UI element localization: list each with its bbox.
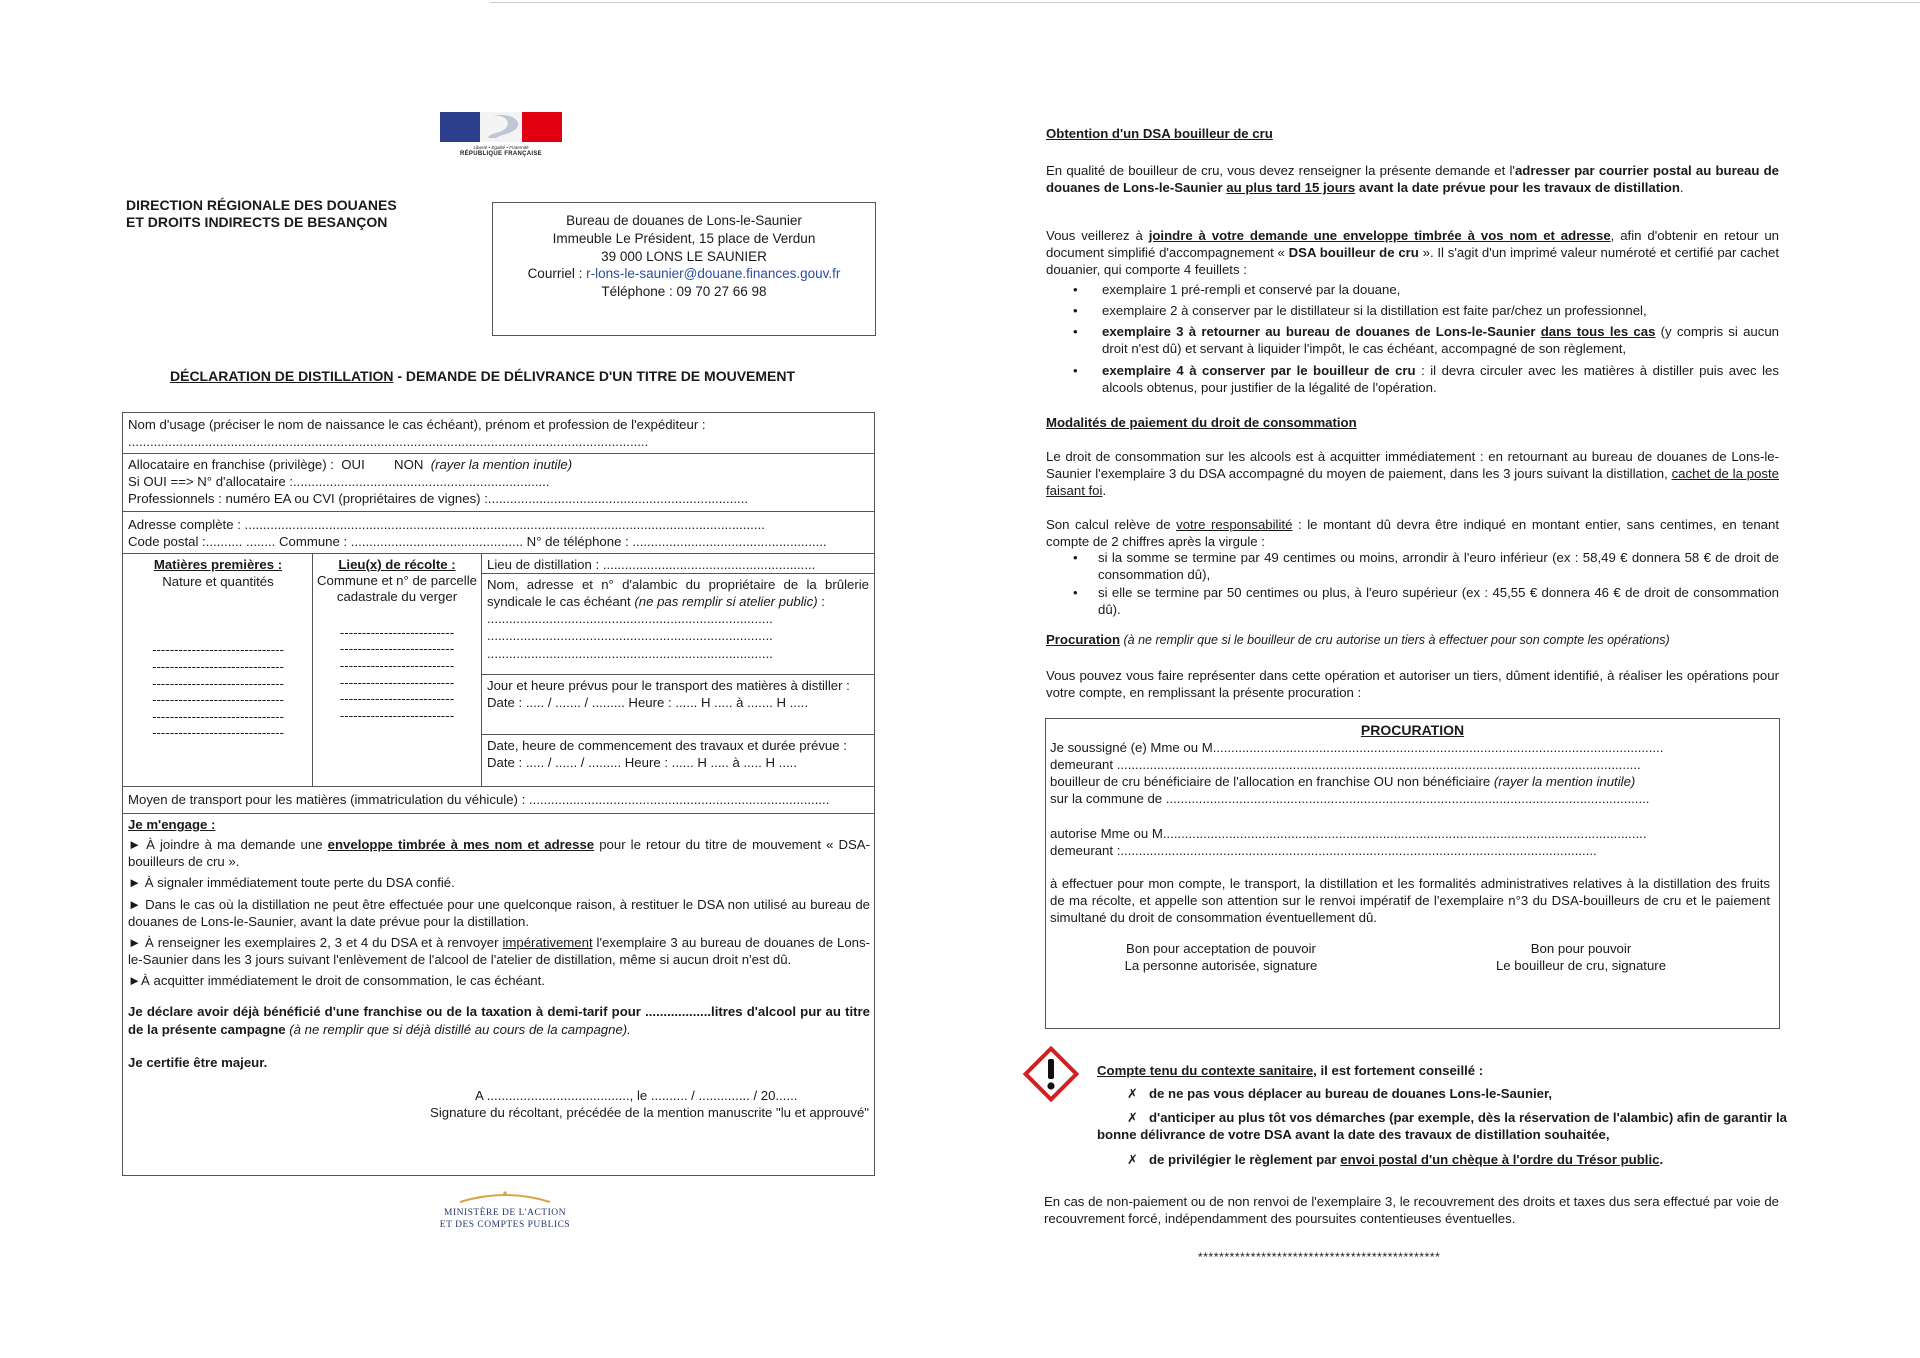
form-divider <box>481 734 874 735</box>
signature-place-date: A ......................................., le .......... / .............. / 20...... <box>475 1088 798 1103</box>
form-divider <box>123 553 874 554</box>
lieu-lines[interactable] <box>315 625 479 725</box>
bureau-address-box <box>492 202 876 336</box>
travaux-date-label: Date, heure de commencement des travaux et durée prévue : <box>487 738 847 753</box>
adresse-block <box>128 516 869 550</box>
transport-date-field: Date : ..... / ....... / ......... Heure : ...... H ..... à ....... H ..... <box>487 695 808 711</box>
text: bouilleur de cru bénéficiaire de l'allocation en franchise OU non bénéficiaire <box>1050 774 1494 790</box>
cross-icon: ✗ <box>1127 1110 1139 1126</box>
ministry-text <box>420 1208 590 1231</box>
engage-item-1 <box>128 836 870 870</box>
text-bold: avant la date prévue pour les travaux de distillation <box>1355 180 1680 196</box>
exemplaire-1: • exemplaire 1 pré-rempli et conservé par la douane, <box>1046 281 1779 298</box>
travaux-date-field: Date : ..... / ...... / ......... Heure : ...... H ..... à ..... H ..... <box>487 755 797 771</box>
non-paiement-paragraph: En cas de non-paiement ou de non renvoi de l'exemplaire 3, le recouvrement des droits et taxes dus sera effectué par voie de recouvrement forcé, indépendamment des poursuites contentieuses éventuelles. <box>1044 1194 1779 1227</box>
ministry-arc-icon <box>420 1190 590 1204</box>
commune-field[interactable]: sur la commune de .................................................................................................................................... <box>1050 791 1650 807</box>
declaration-title-main: DÉCLARATION DE DISTILLATION <box>170 368 394 384</box>
alambic-label: Nom, adresse et n° d'alambic du propriétaire de la brûlerie syndicale le cas échéant <box>487 577 869 610</box>
lieu-distillation-field[interactable]: Lieu de distillation : .......................................................... <box>487 557 816 572</box>
engage-text: ► À renseigner les exemplaires 2, 3 et 4 du DSA et à renvoyer <box>128 934 503 950</box>
direction-header <box>126 197 466 231</box>
text: Vous veillerez à <box>1046 228 1149 243</box>
signature-mandant[interactable] <box>1466 940 1696 974</box>
matieres-title: Matières premières : <box>153 557 283 572</box>
text-bold-underline: dans tous les cas <box>1540 324 1656 340</box>
exemplaire-4 <box>1046 362 1779 396</box>
calcul-list <box>1046 549 1779 619</box>
transport-date-block[interactable] <box>487 677 869 711</box>
text-bold: exemplaire 4 à conserver par le bouilleur de cru <box>1102 362 1416 378</box>
signature-label: Signature du récoltant, précédée de la mention manuscrite "lu et approuvé" <box>430 1105 869 1121</box>
nom-dots: .............................................................................................................................................. <box>128 434 649 450</box>
dash-line: ------------------------------ <box>152 675 284 691</box>
beneficiaire-line[interactable] <box>1050 773 1770 790</box>
ministry-line-2: ET DES COMPTES PUBLICS <box>439 1219 571 1230</box>
obtention-title: Obtention d'un DSA bouilleur de cru <box>1046 126 1273 141</box>
form-divider <box>123 453 874 454</box>
majeur-statement: Je certifie être majeur. <box>128 1054 268 1070</box>
calcul-rule-2: • si elle se termine par 50 centimes ou plus, à l'euro supérieur (ex : 45,55 € donnera 46 € de droit de consommation dû). <box>1046 584 1779 618</box>
dash-line: -------------------------- <box>339 691 455 707</box>
signature-block[interactable] <box>430 1087 869 1121</box>
text: Son calcul relève de <box>1046 517 1177 532</box>
matieres-column <box>127 556 309 742</box>
franchise-statement[interactable] <box>128 1003 870 1037</box>
engage-title: Je m'engage : <box>128 817 216 832</box>
dash-line: ------------------------------ <box>152 725 284 741</box>
engage-item-5: ►À acquitter immédiatement le droit de consommation, le cas échéant. <box>128 973 545 989</box>
declaration-title-sub: - DEMANDE DE DÉLIVRANCE D'UN TITRE DE MOUVEMENT <box>393 368 796 384</box>
text: : le montant dû devra être indiqué en montant entier, sans centimes, en tenant compte de 2 chiffres après la virgule : <box>1046 517 1779 550</box>
modalites-title: Modalités de paiement du droit de consommation <box>1046 415 1357 430</box>
sanitaire-text: . <box>1659 1151 1664 1167</box>
procuration-note: (à ne remplir que si le bouilleur de cru autorise un tiers à effectuer pour son compte les opérations) <box>1120 633 1670 647</box>
republic-label: RÉPUBLIQUE FRANÇAISE <box>459 151 542 158</box>
matieres-subtitle: Nature et quantités <box>162 574 274 590</box>
text: (y compris si aucun droit n'est dû) et servant à liquider l'impôt, le cas échéant, accompagné de son règlement, <box>1102 324 1779 357</box>
code-postal-field[interactable]: Code postal :.......... ........ Commune : ............................................... N° de téléphone : ..................................................... <box>128 534 827 550</box>
sanitaire-title: Compte tenu du contexte sanitaire <box>1097 1063 1314 1078</box>
sanitaire-text: de privilégier le règlement par <box>1149 1151 1341 1167</box>
bon-acceptation: Bon pour acceptation de pouvoir <box>1126 941 1316 956</box>
ministry-logo <box>420 1190 590 1236</box>
form-col-divider <box>481 553 482 786</box>
bureau-email <box>493 265 875 283</box>
nom-field[interactable] <box>128 416 869 450</box>
procuration-heading <box>1046 631 1779 648</box>
text-underline: cachet de la poste faisant foi <box>1046 466 1779 499</box>
sanitaire-text: d'anticiper au plus tôt vos démarches (par exemple, dès la réservation de l'alambic) afin de garantir la bonne délivrance de votre DSA avant la date des travaux de distillation souhaitée, <box>1097 1110 1787 1143</box>
bureau-name: Bureau de douanes de Lons-le-Saunier <box>566 213 802 228</box>
text-bold: adresser par courrier postal au bureau de douanes de Lons-le-Saunier <box>1046 163 1779 196</box>
bureau-street: Immeuble Le Président, 15 place de Verdun <box>552 230 816 246</box>
text-bold-underline: au plus tard 15 jours <box>1226 180 1356 196</box>
form-divider <box>123 813 874 814</box>
cross-icon: ✗ <box>1127 1151 1139 1167</box>
declaration-form <box>122 412 875 1176</box>
nom-label: Nom d'usage (préciser le nom de naissance le cas échéant), prénom et profession de l'expéditeur : <box>128 417 706 432</box>
engage-item-4 <box>128 934 870 968</box>
personne-autorisee: La personne autorisée, signature <box>1124 958 1318 974</box>
declaration-title <box>170 367 870 385</box>
dash-line: -------------------------- <box>339 707 455 723</box>
text: Le droit de consommation sur les alcools est à acquitter immédiatement : en retournant au bureau de douanes de Lons-le-Saunier l'exemplaire 3 du DSA accompagné du moyen de paiement, dans les 3 jours suivant la distillation, <box>1046 449 1779 482</box>
lieu-title: Lieu(x) de récolte : <box>338 557 456 572</box>
exemplaires-list <box>1046 281 1779 396</box>
demeurant-tiers-field[interactable]: demeurant :.................................................................................................................................. <box>1050 842 1597 858</box>
text-bold: DSA bouilleur de cru <box>1288 245 1419 261</box>
obtention-paragraph <box>1046 162 1779 196</box>
allocataire-note: (rayer la mention inutile) <box>430 457 573 472</box>
alambic-colon: : <box>817 594 825 610</box>
cross-icon: ✗ <box>1127 1086 1139 1102</box>
allocataire-label: Allocataire en franchise (privilège) : OUI NON <box>128 457 431 472</box>
sanitaire-item-2 <box>1097 1109 1787 1143</box>
allocataire-line[interactable] <box>128 456 869 473</box>
signature-mandataire[interactable] <box>1106 940 1336 974</box>
dots-line: .............................................................................. <box>487 645 773 661</box>
sanitaire-block <box>1097 1062 1787 1168</box>
calcul-rule-1: • si la somme se termine par 49 centimes ou moins, arrondir à l'euro inférieur (ex : 58,49 € donnera 58 € de droit de consommation dû), <box>1046 549 1779 583</box>
calcul-paragraph <box>1046 516 1779 550</box>
text: . <box>1102 483 1107 499</box>
engage-text: l'exemplaire 3 au bureau de douanes de Lons-le-Saunier dans les 3 jours suivant l'enlèvement de l'alcool de l'atelier de distillation, même si aucun droit n'est dû. <box>128 934 870 968</box>
lieu-recolte-column <box>315 556 479 725</box>
engage-item-2: ► À signaler immédiatement toute perte du DSA confié. <box>128 875 455 891</box>
enveloppe-paragraph <box>1046 227 1779 278</box>
text: ». Il s'agit d'un imprimé valeur numéroté et certifié par cachet douanier, qui comporte 4 feuillets : <box>1046 245 1780 278</box>
dash-line: ------------------------------ <box>152 708 284 724</box>
adresse-field[interactable]: Adresse complète : .............................................................................................................................................. <box>128 517 765 532</box>
dash-line: -------------------------- <box>339 674 455 690</box>
marianne-logo <box>440 112 562 158</box>
form-divider <box>123 786 874 787</box>
procuration-label: Procuration <box>1046 632 1121 647</box>
text: . <box>1679 180 1684 196</box>
allocataire-block <box>128 456 869 507</box>
sanitaire-text: de ne pas vous déplacer au bureau de douanes Lons-le-Saunier, <box>1149 1086 1553 1102</box>
engage-emphasis: impérativement <box>502 934 593 950</box>
text-bold: exemplaire 3 à retourner au bureau de douanes de Lons-le-Saunier <box>1102 324 1541 340</box>
dash-line: ------------------------------ <box>152 692 284 708</box>
text-underline: votre responsabilité <box>1176 517 1293 532</box>
bon-pouvoir: Bon pour pouvoir <box>1530 941 1632 956</box>
soussigne-field[interactable]: Je soussigné (e) Mme ou M........................................................................................................................... <box>1050 740 1664 755</box>
procuration-text: à effectuer pour mon compte, le transport, la distillation et les formalités administratives relatives à la distillation des fruits de ma récolte, et appelle son attention sur le renvoi impératif de l'exemplaire n°3 du DSA-bouilleurs de cru et le paiement simultané du droit de consommation éventuellement dû. <box>1050 875 1770 926</box>
engage-emphasis: enveloppe timbrée à mes nom et adresse <box>327 837 595 853</box>
franchise-note: (à ne remplir que si déjà distillé au cours de la campagne). <box>285 1021 631 1037</box>
alambic-block[interactable] <box>487 576 869 662</box>
exemplaire-2: • exemplaire 2 à conserver par le distillateur si la distillation est faite par/chez un professionnel, <box>1046 302 1779 319</box>
dots-line: .............................................................................. <box>487 611 773 627</box>
sanitaire-item-3 <box>1097 1151 1787 1168</box>
scan-edge-line <box>490 2 1920 3</box>
email-link[interactable]: r-lons-le-saunier@douane.finances.gouv.fr <box>586 266 841 282</box>
demeurant-field[interactable]: demeurant ............................................................................................................................................... <box>1050 757 1641 773</box>
sanitaire-item-1 <box>1097 1085 1787 1102</box>
text: , afin d'obtenir en retour un document simplifié d'accompagnement « <box>1046 228 1779 261</box>
engagements-block <box>128 816 870 1071</box>
direction-line-1: DIRECTION RÉGIONALE DES DOUANES <box>126 197 397 213</box>
stars-separator: ********************************************** <box>1198 1250 1441 1264</box>
engage-item-3: ► Dans le cas où la distillation ne peut être effectuée pour une quelconque raison, à restituer le DSA non utilisé au bureau de douanes de Lons-le-Saunier, avant la date prévue pour la distillation. <box>128 896 870 929</box>
transport-date-label: Jour et heure prévus pour le transport des matières à distiller : <box>487 678 850 693</box>
bouilleur-signature: Le bouilleur de cru, signature <box>1495 958 1667 974</box>
engage-text: ► À joindre à ma demande une <box>128 837 328 853</box>
ministry-line-1: MINISTÈRE DE L'ACTION <box>444 1208 566 1219</box>
allocataire-number-field[interactable]: Si OUI ==> N° d'allocataire :...................................................................... <box>128 474 550 490</box>
dots-line: .............................................................................. <box>487 628 773 644</box>
sanitaire-subtitle: , il est fortement conseillé : <box>1313 1063 1484 1078</box>
form-divider <box>481 674 874 675</box>
travaux-date-block[interactable] <box>487 737 869 771</box>
lieu-subtitle: Commune et n° de parcelle cadastrale du verger <box>317 573 477 604</box>
dash-line: -------------------------- <box>339 658 455 674</box>
bureau-phone: Téléphone : 09 70 27 66 98 <box>601 284 767 300</box>
text: En qualité de bouilleur de cru, vous devez renseigner la présente demande et l' <box>1046 163 1515 178</box>
procuration-fields <box>1050 739 1770 926</box>
direction-line-2: ET DROITS INDIRECTS DE BESANÇON <box>126 213 388 230</box>
text: : il devra circuler avec les matières à distiller puis avec les alcools obtenus, pour justifier de la légalité de l'opération. <box>1102 362 1779 395</box>
dash-line: ------------------------------ <box>152 658 284 674</box>
paiement-paragraph <box>1046 448 1779 499</box>
motto: Liberté • Égalité • Fraternité <box>473 145 529 151</box>
dash-line: -------------------------- <box>339 641 455 657</box>
email-label: Courriel : <box>527 266 587 282</box>
engage-text: pour le retour du titre de mouvement « DSA-bouilleurs de cru ». <box>128 837 870 870</box>
dash-line: ------------------------------ <box>152 642 284 658</box>
moyen-transport-field[interactable]: Moyen de transport pour les matières (immatriculation du véhicule) : .................................................................................. <box>128 792 830 807</box>
franchise-text: Je déclare avoir déjà bénéficié d'une franchise ou de la taxation à demi-tarif pour ..................litres d'alcool pur au titre de la présente campagne <box>128 1004 870 1037</box>
procuration-title: PROCURATION <box>1360 722 1465 738</box>
sanitaire-text-underline: envoi postal d'un chèque à l'ordre du Trésor public <box>1340 1151 1660 1167</box>
ea-cvi-field[interactable]: Professionnels : numéro EA ou CVI (propriétaires de vignes) :....................................................................... <box>128 491 749 507</box>
text-bold-underline: joindre à votre demande une enveloppe timbrée à vos nom et adresse <box>1148 228 1611 243</box>
sanitaire-heading <box>1097 1062 1787 1079</box>
exemplaire-3 <box>1046 323 1779 357</box>
text-italic: (rayer la mention inutile) <box>1493 774 1636 790</box>
procuration-box <box>1045 718 1780 1029</box>
form-divider <box>123 511 874 512</box>
alambic-note: (ne pas remplir si atelier public) <box>634 594 818 610</box>
bureau-city: 39 000 LONS LE SAUNIER <box>601 248 767 264</box>
matieres-lines[interactable] <box>127 642 309 742</box>
procuration-intro: Vous pouvez vous faire représenter dans cette opération et autoriser un tiers, dûment identifié, à réaliser les opérations pour votre compte, en remplissant la présente procuration : <box>1046 668 1779 701</box>
warning-icon <box>1020 1043 1082 1105</box>
autorise-field[interactable]: autorise Mme ou M.................................................................................................................................... <box>1050 825 1647 841</box>
form-col-divider <box>312 553 313 786</box>
dash-line: -------------------------- <box>339 624 455 640</box>
